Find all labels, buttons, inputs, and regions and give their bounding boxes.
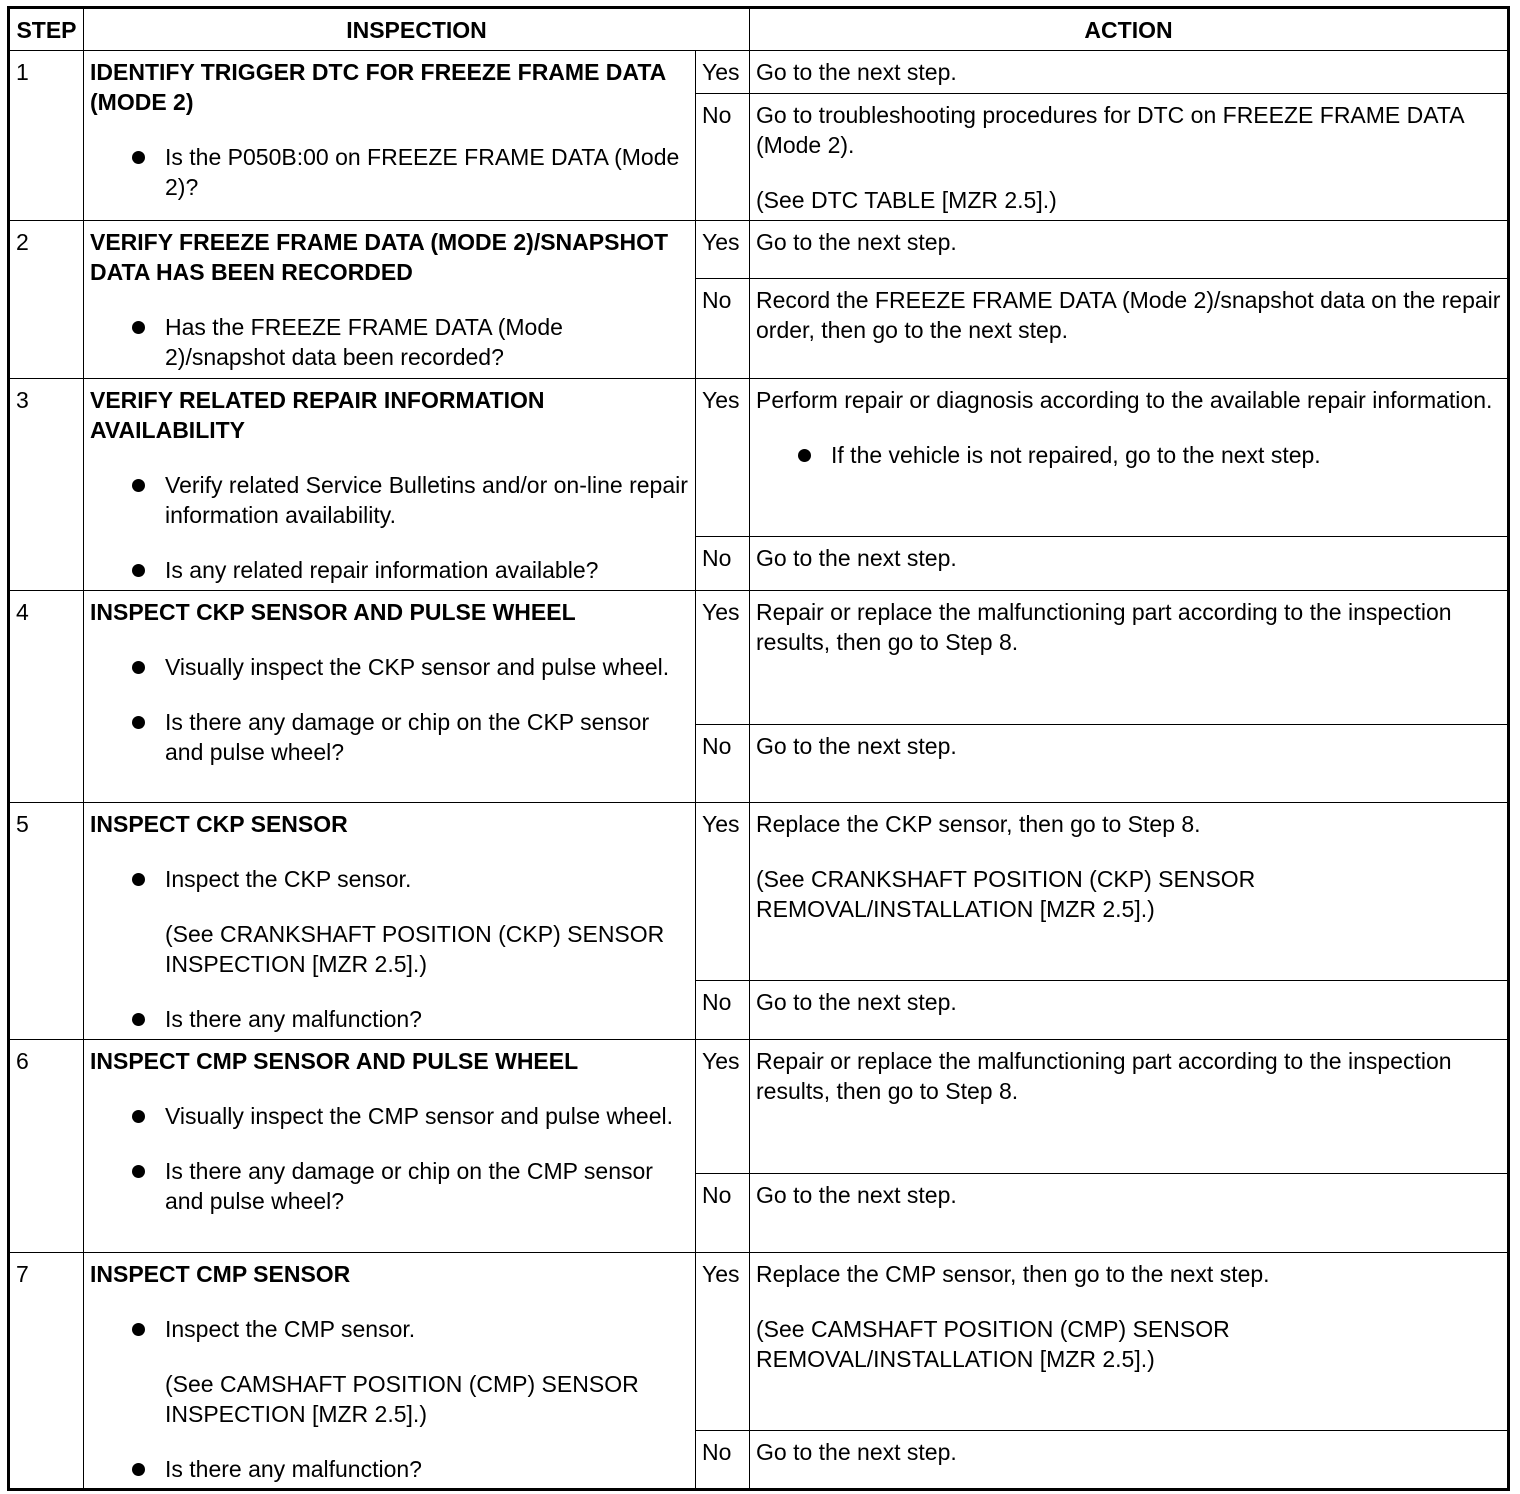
- action-bullet: If the vehicle is not repaired, go to the next step.: [756, 440, 1501, 470]
- inspection-reference: (See CAMSHAFT POSITION (CMP) SENSOR INSPECTION [MZR 2.5].): [165, 1371, 639, 1427]
- no-action-cell: [750, 94, 1509, 221]
- no-action: Go to the next step.: [750, 537, 1509, 591]
- step-number: 5: [9, 803, 84, 1040]
- table-row: [9, 1040, 1509, 1174]
- no-action-reference: (See DTC TABLE [MZR 2.5].): [756, 187, 1057, 213]
- inspection-title: VERIFY FREEZE FRAME DATA (MODE 2)/SNAPSHOT DATA HAS BEEN RECORDED: [90, 229, 669, 285]
- yes-action: Go to the next step.: [750, 221, 1509, 279]
- no-action: Go to the next step.: [750, 1174, 1509, 1253]
- no-label: No: [696, 94, 750, 221]
- step-number: 4: [9, 591, 84, 803]
- inspection-title: INSPECT CKP SENSOR: [90, 811, 348, 837]
- inspection-cell: [84, 51, 696, 221]
- no-action: Go to troubleshooting procedures for DTC on FREEZE FRAME DATA (Mode 2).: [756, 102, 1464, 158]
- inspection-title: VERIFY RELATED REPAIR INFORMATION AVAILABILITY: [90, 387, 545, 443]
- bullet-icon: [794, 440, 831, 470]
- yes-action: Repair or replace the malfunctioning part according to the inspection results, then go to Step 8.: [750, 1040, 1509, 1174]
- inspection-bullet: Is there any damage or chip on the CMP sensor and pulse wheel?: [90, 1156, 689, 1216]
- inspection-cell: [84, 1040, 696, 1253]
- bullet-icon: [128, 555, 165, 585]
- yes-action-reference: (See CRANKSHAFT POSITION (CKP) SENSOR REMOVAL/INSTALLATION [MZR 2.5].): [756, 866, 1256, 922]
- inspection-bullet: Inspect the CMP sensor.: [90, 1314, 689, 1344]
- bullet-icon: [128, 1101, 165, 1131]
- yes-action: Perform repair or diagnosis according to the available repair information.: [756, 387, 1493, 413]
- no-label: No: [696, 981, 750, 1040]
- yes-label: Yes: [696, 1040, 750, 1174]
- table-row: [9, 51, 1509, 94]
- step-number: 7: [9, 1253, 84, 1490]
- bullet-icon: [128, 1454, 165, 1484]
- yes-action: Repair or replace the malfunctioning part according to the inspection results, then go to Step 8.: [750, 591, 1509, 725]
- inspection-bullet: Is any related repair information available?: [90, 555, 689, 585]
- inspection-cell: [84, 379, 696, 591]
- step-number: 2: [9, 221, 84, 379]
- table-row: [9, 591, 1509, 725]
- inspection-title: INSPECT CKP SENSOR AND PULSE WHEEL: [90, 599, 576, 625]
- bullet-icon: [128, 470, 165, 530]
- inspection-bullet: Has the FREEZE FRAME DATA (Mode 2)/snapshot data been recorded?: [90, 312, 689, 372]
- yes-label: Yes: [696, 591, 750, 725]
- no-label: No: [696, 537, 750, 591]
- inspection-bullet: Is there any malfunction?: [90, 1004, 689, 1034]
- inspection-cell: [84, 803, 696, 1040]
- yes-label: Yes: [696, 221, 750, 279]
- yes-action: Replace the CKP sensor, then go to Step 8.: [756, 811, 1201, 837]
- yes-action-cell: [750, 803, 1509, 981]
- yes-action: Replace the CMP sensor, then go to the next step.: [756, 1261, 1270, 1287]
- yes-action-cell: [750, 1253, 1509, 1431]
- diagnostic-procedure-table: [7, 6, 1510, 1491]
- inspection-title: INSPECT CMP SENSOR AND PULSE WHEEL: [90, 1048, 579, 1074]
- bullet-icon: [128, 707, 165, 767]
- inspection-bullet: Is there any malfunction?: [90, 1454, 689, 1484]
- inspection-cell: [84, 1253, 696, 1490]
- yes-label: Yes: [696, 379, 750, 537]
- no-action: Go to the next step.: [750, 725, 1509, 803]
- no-label: No: [696, 725, 750, 803]
- inspection-bullet: Verify related Service Bulletins and/or on-line repair information availability.: [90, 470, 689, 530]
- no-label: No: [696, 1174, 750, 1253]
- inspection-title: IDENTIFY TRIGGER DTC FOR FREEZE FRAME DATA (MODE 2): [90, 59, 666, 115]
- no-label: No: [696, 279, 750, 379]
- bullet-icon: [128, 1004, 165, 1034]
- yes-action: Go to the next step.: [750, 51, 1509, 94]
- step-column-header: STEP: [9, 8, 84, 51]
- yes-label: Yes: [696, 803, 750, 981]
- inspection-bullet: Inspect the CKP sensor.: [90, 864, 689, 894]
- inspection-reference: (See CRANKSHAFT POSITION (CKP) SENSOR INSPECTION [MZR 2.5].): [165, 921, 665, 977]
- no-label: No: [696, 1431, 750, 1490]
- yes-label: Yes: [696, 1253, 750, 1431]
- no-action: Record the FREEZE FRAME DATA (Mode 2)/snapshot data on the repair order, then go to the next step.: [750, 279, 1509, 379]
- yes-label: Yes: [696, 51, 750, 94]
- step-number: 6: [9, 1040, 84, 1253]
- inspection-bullet: Visually inspect the CKP sensor and pulse wheel.: [90, 652, 689, 682]
- yes-action-reference: (See CAMSHAFT POSITION (CMP) SENSOR REMOVAL/INSTALLATION [MZR 2.5].): [756, 1316, 1230, 1372]
- bullet-icon: [128, 1314, 165, 1344]
- yes-action-cell: [750, 379, 1509, 537]
- table-header-row: [9, 8, 1509, 51]
- action-column-header: ACTION: [750, 8, 1509, 51]
- bullet-icon: [128, 142, 165, 202]
- inspection-title: INSPECT CMP SENSOR: [90, 1261, 351, 1287]
- inspection-column-header: INSPECTION: [84, 8, 750, 51]
- table-row: [9, 1253, 1509, 1431]
- no-action: Go to the next step.: [750, 1431, 1509, 1490]
- table-row: [9, 379, 1509, 537]
- step-number: 3: [9, 379, 84, 591]
- inspection-bullet: Is the P050B:00 on FREEZE FRAME DATA (Mode 2)?: [90, 142, 689, 202]
- step-number: 1: [9, 51, 84, 221]
- no-action: Go to the next step.: [750, 981, 1509, 1040]
- bullet-icon: [128, 1156, 165, 1216]
- bullet-icon: [128, 864, 165, 894]
- table-row: [9, 803, 1509, 981]
- inspection-cell: [84, 221, 696, 379]
- bullet-icon: [128, 652, 165, 682]
- table-row: [9, 221, 1509, 279]
- bullet-icon: [128, 312, 165, 372]
- inspection-bullet: Visually inspect the CMP sensor and pulse wheel.: [90, 1101, 689, 1131]
- inspection-bullet: Is there any damage or chip on the CKP sensor and pulse wheel?: [90, 707, 689, 767]
- inspection-cell: [84, 591, 696, 803]
